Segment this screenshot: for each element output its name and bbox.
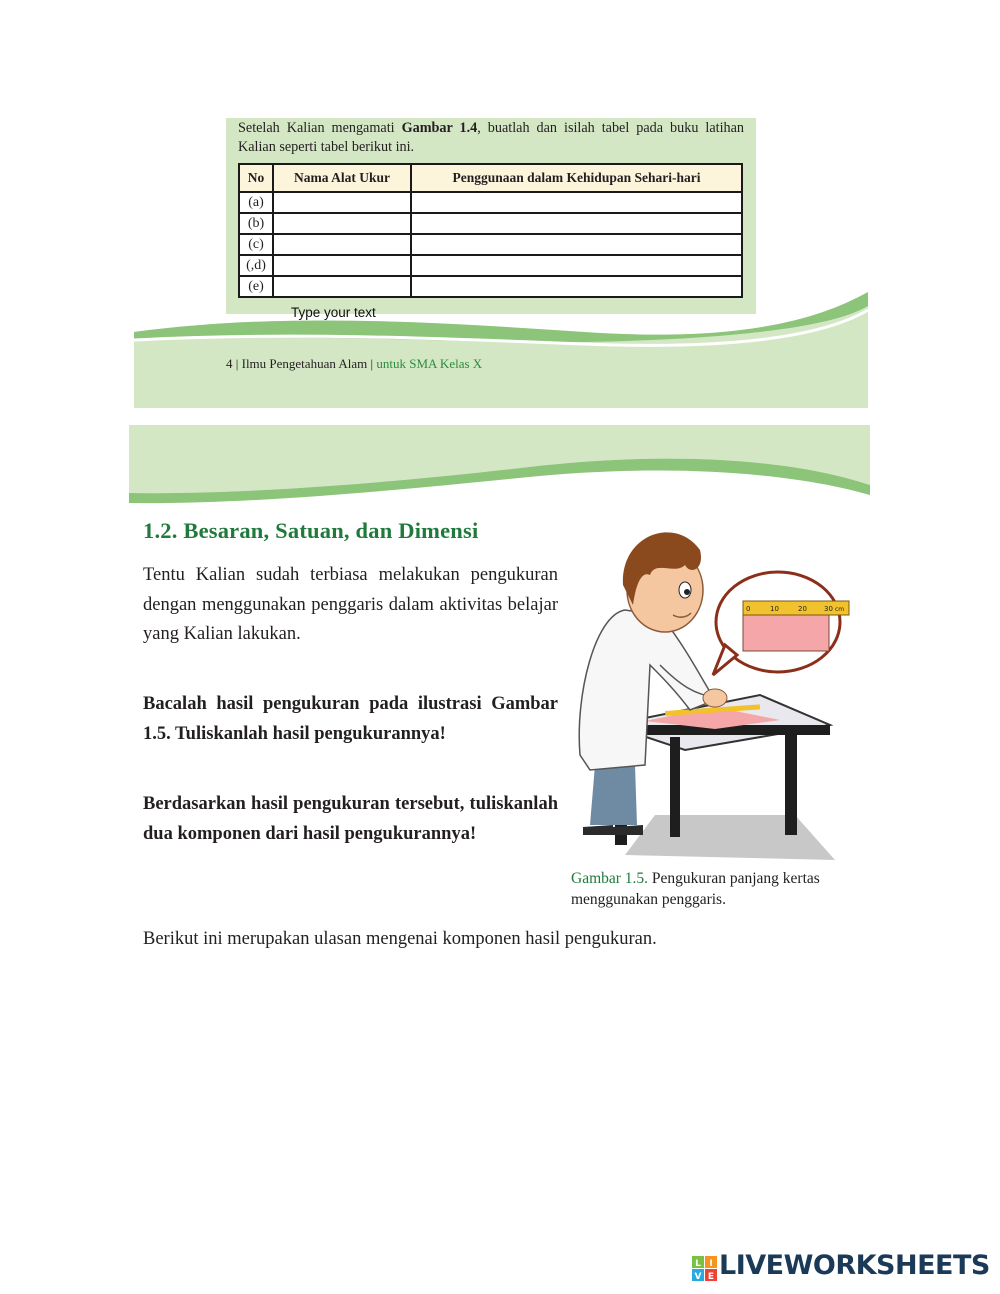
header-tool-name: Nama Alat Ukur — [273, 164, 411, 192]
header-no: No — [239, 164, 273, 192]
instruction-text-end: , buatlah dan isilah tabel pada buku latihan Kalian seperti tabel berikut ini. — [238, 120, 744, 155]
liveworksheets-logo-icon — [692, 1256, 718, 1282]
measurement-tools-table — [238, 163, 743, 298]
tool-name-cell[interactable] — [273, 192, 411, 213]
svg-text:L: L — [695, 1259, 701, 1269]
usage-cell[interactable] — [411, 213, 742, 234]
footer-separator: | — [235, 356, 239, 371]
svg-text:I: I — [709, 1259, 713, 1269]
paragraph-task-read: Bacalah hasil pengukuran pada ilustrasi Gambar 1.5. Tuliskanlah hasil pengukurannya! — [143, 694, 558, 744]
header-usage: Penggunaan dalam Kehidupan Sehari-hari — [411, 164, 742, 192]
ruler-tick-label: 0 — [746, 605, 751, 613]
svg-text:E: E — [707, 1272, 715, 1282]
row-label: (b) — [239, 213, 273, 234]
figure-caption — [571, 868, 841, 910]
page-number: 4 — [226, 356, 233, 371]
caption-label: Gambar 1.5. — [571, 870, 649, 887]
row-label: (a) — [239, 192, 273, 213]
caption-text: Pengukuran panjang kertas menggunakan penggaris. — [571, 870, 820, 908]
ruler-tick-label: 30 — [824, 605, 833, 613]
footer-separator: | — [370, 356, 374, 371]
table-row — [239, 192, 742, 213]
table-header-row — [239, 164, 742, 192]
brand-name[interactable]: LIVEWORKSHEETS — [719, 1250, 990, 1281]
instruction-figure-ref: Gambar 1.4 — [401, 120, 478, 136]
ruler-tick-label: 20 — [798, 605, 807, 613]
book-subtitle: untuk SMA Kelas X — [376, 356, 483, 371]
svg-text:V: V — [694, 1272, 702, 1282]
floor-shadow — [625, 815, 835, 860]
instruction-text: Setelah Kalian mengamati — [238, 120, 402, 136]
section-title: 1.2. Besaran, Satuan, dan Dimensi — [143, 518, 479, 543]
tool-name-cell[interactable] — [273, 255, 411, 276]
tool-name-cell[interactable] — [273, 213, 411, 234]
task-instruction — [238, 119, 744, 157]
book-title: Ilmu Pengetahuan Alam — [241, 356, 368, 371]
ruler-unit-label: cm — [835, 606, 845, 613]
header-wave-band — [129, 425, 870, 503]
page-footer — [226, 356, 482, 372]
text-box-placeholder[interactable]: Type your text — [291, 305, 376, 320]
student — [579, 532, 727, 835]
table-row — [239, 234, 742, 255]
footer-wave-band — [134, 292, 868, 408]
row-label: (,d) — [239, 255, 273, 276]
table-row — [239, 255, 742, 276]
usage-cell[interactable] — [411, 234, 742, 255]
tool-name-cell[interactable] — [273, 234, 411, 255]
usage-cell[interactable] — [411, 255, 742, 276]
paragraph-intro: Tentu Kalian sudah terbiasa melakukan pengukuran dengan menggunakan penggaris dalam aktivitas belajar yang Kalian lakukan. — [143, 565, 558, 644]
row-label: (c) — [239, 234, 273, 255]
row-label: (e) — [239, 276, 273, 297]
measuring-student-illustration — [565, 515, 845, 865]
paragraph-task-components: Berdasarkan hasil pengukuran tersebut, tuliskanlah dua komponen dari hasil pengukurannya! — [143, 794, 558, 844]
usage-cell[interactable] — [411, 192, 742, 213]
paragraph-outro: Berikut ini merupakan ulasan mengenai komponen hasil pengukuran. — [143, 929, 657, 949]
ruler-tick-label: 10 — [770, 605, 779, 613]
speech-bubble — [713, 572, 849, 675]
table-row — [239, 213, 742, 234]
ruler — [743, 601, 849, 615]
